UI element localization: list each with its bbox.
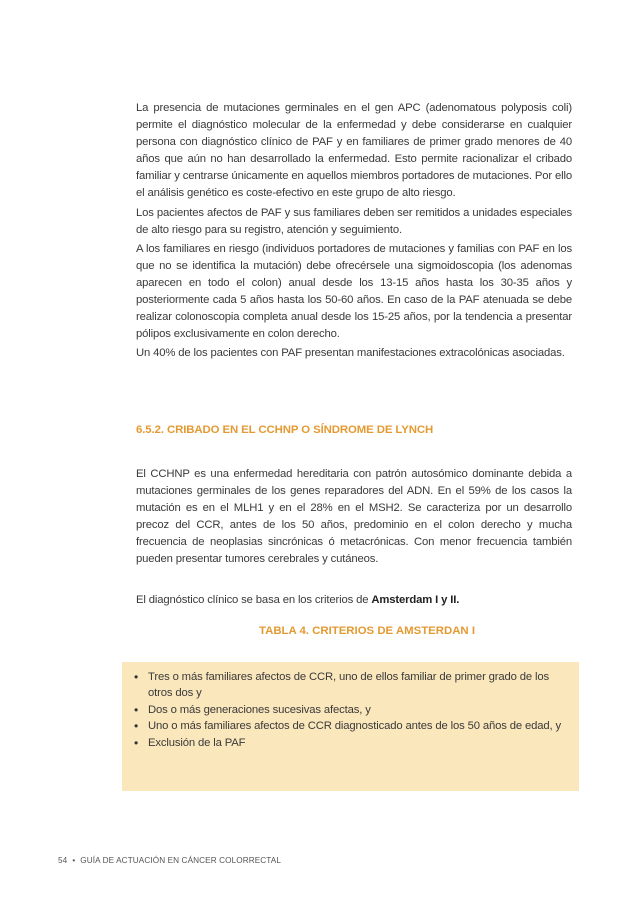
criteria-item bbox=[134, 669, 569, 702]
intro-text-block bbox=[136, 100, 572, 364]
criteria-item-text: Tres o más familiares afectos de CCR, uno de ellos familiar de primer grado de los otros dos y bbox=[148, 671, 550, 700]
criteria-item-text: Exclusión de la PAF bbox=[148, 736, 246, 749]
criteria-item-text: Dos o más generaciones sucesivas afectas, y bbox=[148, 703, 371, 716]
bullet-icon: • bbox=[134, 702, 139, 717]
lynch-text-block bbox=[136, 466, 572, 571]
paragraph-extracolonic: Un 40% de los pacientes con PAF presentan manifestaciones extracolónicas asociadas. bbox=[136, 347, 565, 360]
footer-title: GUÍA DE ACTUACIÓN EN CÁNCER COLORRECTAL bbox=[80, 856, 282, 865]
diagnosis-line bbox=[136, 592, 572, 611]
table-title: TABLA 4. CRITERIOS DE AMSTERDAN I bbox=[258, 625, 475, 637]
bullet-icon: • bbox=[134, 735, 139, 750]
criteria-item bbox=[134, 735, 569, 751]
criteria-item bbox=[134, 718, 569, 734]
section-heading: 6.5.2. CRIBADO EN EL CCHNP O SÍNDROME DE LYNCH bbox=[136, 424, 434, 436]
criteria-item bbox=[134, 702, 569, 718]
bullet-icon: • bbox=[134, 719, 139, 734]
paragraph-referral: Los pacientes afectos de PAF y sus familiares deben ser remitidos a unidades especiales de alto riesgo para su registro, atención y seguimiento. bbox=[136, 206, 572, 236]
page-footer bbox=[58, 856, 281, 865]
paragraph-diagnosis bbox=[136, 592, 572, 609]
criteria-item-text: Uno o más familiares afectos de CCR diagnosticado antes de los 50 años de edad, y bbox=[148, 720, 561, 733]
page-number: 54 bbox=[58, 856, 68, 865]
diagnosis-criteria-bold: Amsterdam I y II. bbox=[371, 594, 460, 606]
paragraph-cchnp: El CCHNP es una enfermedad hereditaria con patrón autosómico dominante debida a mutaciones germinales de los genes reparadores del ADN. En el 59% de los casos la mutación es en el MLH1 y en el 28% en el MSH2. Se caracteriza por un desarrollo precoz del CCR, antes de los 50 años, predominio en el colon derecho y mucha frecuencia de neoplasias sincrónicas ó metacrónicas. Con menor frecuencia también pueden presentar tumores cerebrales y cutáneos. bbox=[136, 468, 572, 566]
diagnosis-text: El diagnóstico clínico se basa en los criterios de bbox=[136, 594, 372, 606]
criteria-box bbox=[122, 662, 579, 791]
bullet-icon: • bbox=[134, 670, 139, 684]
paragraph-family-screening: A los familiares en riesgo (individuos portadores de mutaciones y familias con PAF en los que no se identifica la mutación) debe ofrecérsele una sigmoidoscopia (los adenomas aparecen en todo el colon) anual desde los 13-15 años hasta los 30-35 años y posteriormente cada 5 años hasta los 50-60 años. En caso de la PAF atenuada se debe realizar colonoscopia completa anual desde los 15-25 años, por la tendencia a presentar pólipos exclusivamente en colon derecho. bbox=[136, 242, 572, 341]
footer-separator: • bbox=[72, 856, 76, 865]
paragraph-apc-mutations: La presencia de mutaciones germinales en el gen APC (adenomatous polyposis coli) permite el diagnóstico molecular de la enfermedad y debe considerarse en cualquier persona con diagnóstico clínico de PAF y en familiares de primer grado menores de 40 años que aún no han desarrollado la enfermedad. Esto permite racionalizar el cribado familiar y centrarse únicamente en aquellos miembros portadores de mutaciones. Por ello el análisis genético es coste-efectivo en este grupo de alto riesgo. bbox=[136, 102, 572, 200]
criteria-list bbox=[122, 662, 579, 751]
